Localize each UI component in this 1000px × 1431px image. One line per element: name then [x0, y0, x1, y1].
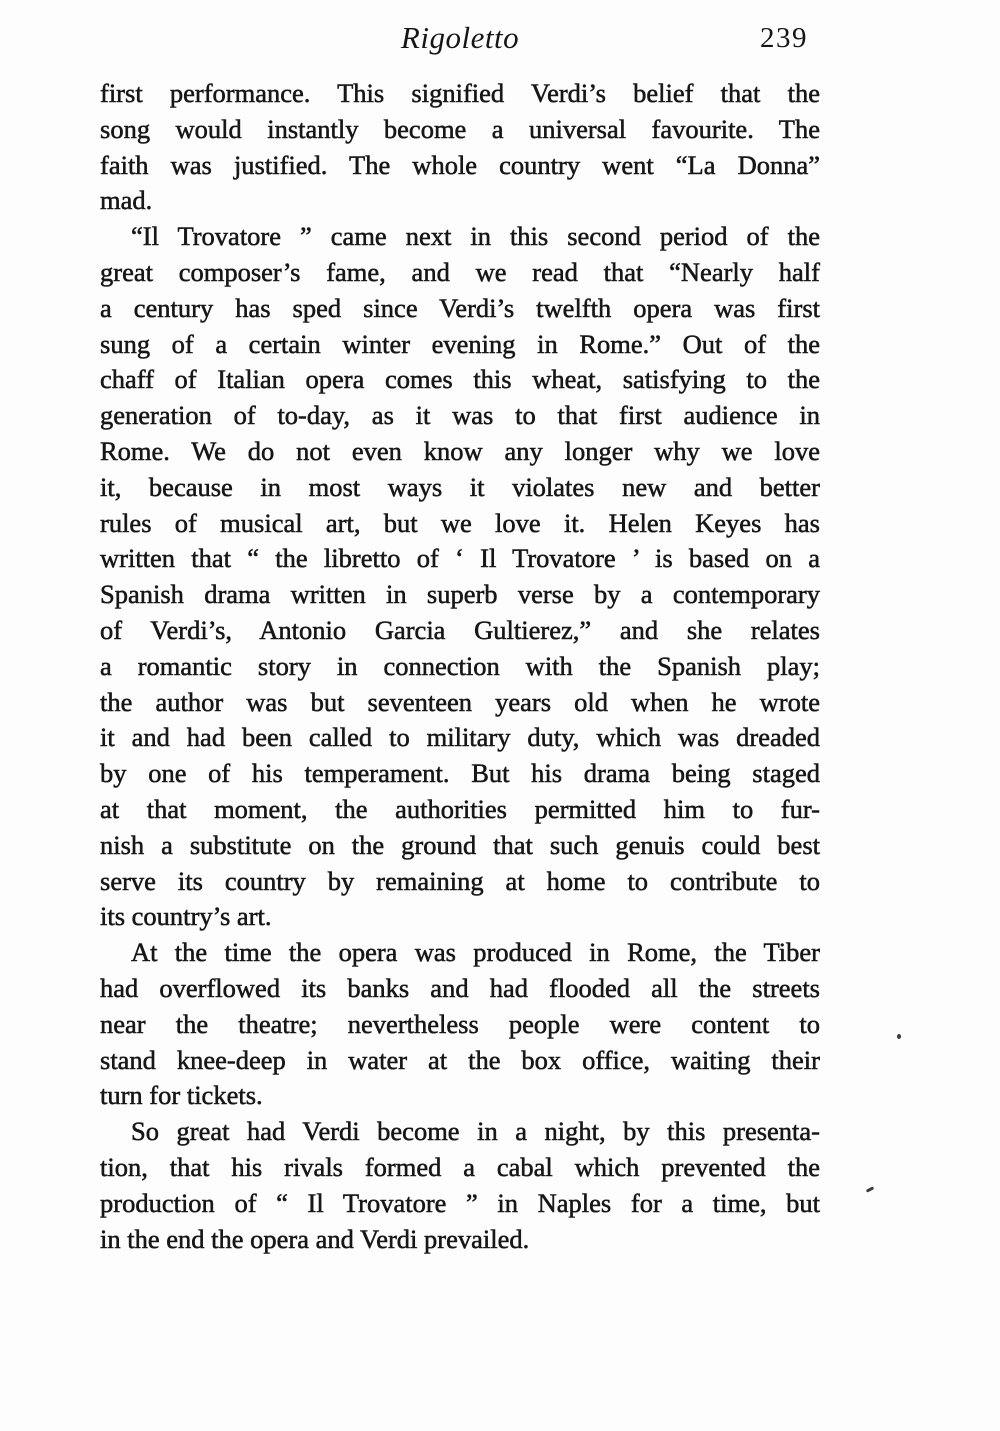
text-line: turn for tickets.: [100, 1080, 263, 1111]
text-line: at that moment, the authorities permitted him to fur-: [100, 793, 820, 824]
text-line: a century has sped since Verdi’s twelfth opera was first: [100, 292, 820, 323]
text-line: of Verdi’s, Antonio Garcia Gultierez,” and she relates: [100, 614, 820, 645]
text-line: the author was but seventeen years old when he wrote: [100, 686, 820, 717]
text-line: by one of his temperament. But his drama being staged: [100, 758, 820, 789]
text-line: chaff of Italian opera comes this wheat, satisfying to the: [100, 364, 820, 395]
paragraph: [100, 1114, 820, 1257]
page-body: [100, 76, 820, 1257]
text-line: great composer’s fame, and we read that “Nearly half: [100, 256, 820, 287]
text-line: it, because in most ways it violates new and better: [100, 471, 820, 502]
text-line: So great had Verdi become in a night, by this presenta-: [131, 1116, 820, 1147]
text-line: near the theatre; nevertheless people were content to: [100, 1008, 820, 1039]
text-line: serve its country by remaining at home to contribute to: [100, 865, 820, 896]
text-line: its country’s art.: [100, 901, 272, 932]
text-line: had overflowed its banks and had flooded all the streets: [100, 972, 820, 1003]
paragraph: [100, 76, 820, 219]
scan-speck: [897, 1034, 901, 1039]
paragraph: [100, 935, 820, 1114]
running-title: Rigoletto: [400, 20, 520, 55]
text-line: nish a substitute on the ground that such genuis could best: [100, 829, 820, 860]
text-line: in the end the opera and Verdi prevailed.: [100, 1223, 530, 1254]
page-header: [100, 20, 820, 64]
text-line: rules of musical art, but we love it. Helen Keyes has: [100, 507, 820, 538]
text-line: mad.: [100, 185, 153, 216]
text-line: song would instantly become a universal favourite. The: [100, 113, 820, 144]
text-line: At the time the opera was produced in Rome, the Tiber: [131, 937, 820, 968]
text-line: tion, that his rivals formed a cabal which prevented the: [100, 1151, 820, 1182]
text-line: written that “ the libretto of ‘ Il Trovatore ’ is based on a: [100, 543, 820, 574]
text-line: Spanish drama written in superb verse by a contemporary: [100, 579, 820, 610]
text-line: first performance. This signified Verdi’s belief that the: [100, 78, 820, 108]
text-line: a romantic story in connection with the Spanish play;: [100, 650, 820, 681]
text-line: generation of to-day, as it was to that first audience in: [100, 400, 820, 431]
text-line: faith was justified. The whole country went “La Donna”: [100, 149, 820, 180]
text-line: stand knee-deep in water at the box office, waiting their: [100, 1044, 820, 1075]
page-number: 239: [760, 22, 808, 54]
text-line: Rome. We do not even know any longer why we love: [100, 435, 820, 466]
paragraph: [100, 219, 820, 935]
text-line: it and had been called to military duty, which was dreaded: [100, 722, 820, 753]
text-line: sung of a certain winter evening in Rome.” Out of the: [100, 328, 820, 359]
scan-speck: [866, 1186, 874, 1192]
text-line: “Il Trovatore ” came next in this second period of the: [131, 221, 820, 252]
text-line: production of “ Il Trovatore ” in Naples for a time, but: [100, 1187, 820, 1218]
